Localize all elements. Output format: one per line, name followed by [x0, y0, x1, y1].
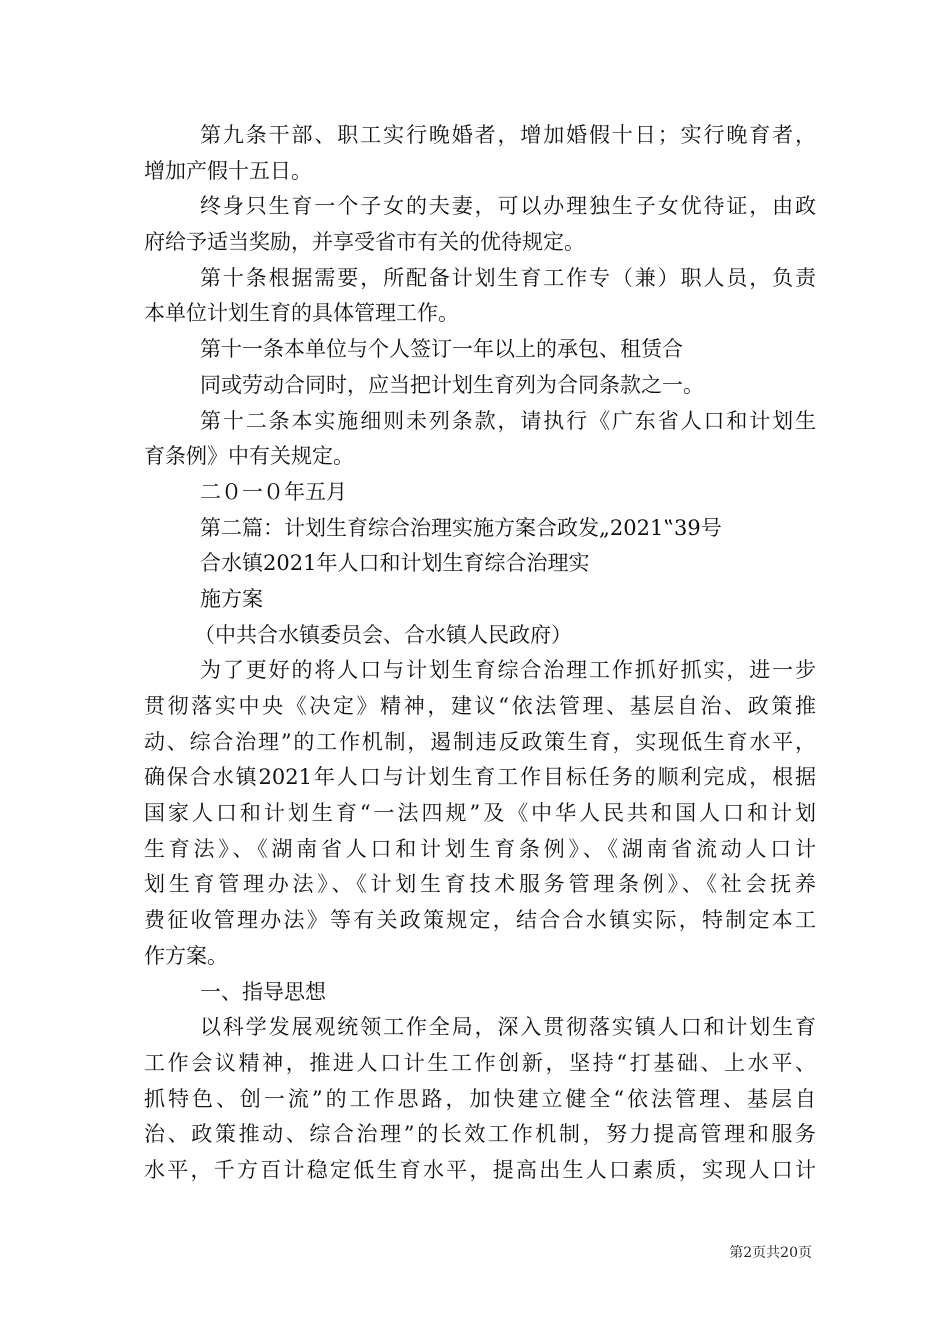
- text-line: 以科学发展观统领工作全局，深入贯彻落实镇人口和计划生育: [200, 1015, 816, 1040]
- text-line: 第十二条本实施细则未列条款，请执行《广东省人口和计划生: [200, 408, 816, 433]
- text-line: 合水镇2021年人口和计划生育综合治理实: [200, 551, 590, 576]
- document-body: [144, 118, 816, 1189]
- text-line: 贯彻落实中央《决定》精神，建议“依法管理、基层自治、政策推: [144, 694, 816, 718]
- text-line: 府给予适当奖励，并享受省市有关的优待规定。: [144, 230, 585, 255]
- text-line: 费征收管理办法》等有关政策规定，结合合水镇实际，特制定本工: [144, 908, 816, 933]
- text-line: 增加产假十五日。: [144, 158, 312, 183]
- text-line: 划生育管理办法》、《计划生育技术服务管理条例》、《社会抚养: [144, 872, 816, 897]
- text-line: 为了更好的将人口与计划生育综合治理工作抓好抓实，进一步: [200, 658, 816, 683]
- text-line: （中共合水镇委员会、合水镇人民政府）: [194, 622, 572, 647]
- text-line: 作方案。: [144, 943, 228, 968]
- text-line: 本单位计划生育的具体管理工作。: [144, 301, 459, 326]
- text-line: 工作会议精神，推进人口计生工作创新，坚持“打基础、上水平、: [144, 1050, 816, 1075]
- text-line: 治、政策推动、综合治理”的长效工作机制，努力提高管理和服务: [144, 1122, 816, 1147]
- text-line: 生育法》、《湖南省人口和计划生育条例》、《湖南省流动人口计: [144, 836, 816, 861]
- text-line: 确保合水镇2021年人口与计划生育工作目标任务的顺利完成，根据: [144, 765, 816, 790]
- text-line: 第九条干部、职工实行晚婚者，增加婚假十日；实行晚育者，: [200, 123, 816, 147]
- text-line: 国家人口和计划生育“一法四规”及《中华人民共和国人口和计划: [144, 801, 816, 826]
- text-line: 终身只生育一个子女的夫妻，可以办理独生子女优待证，由政: [200, 194, 816, 219]
- text-line: 施方案: [200, 586, 263, 611]
- page-number: 第2页共20页: [729, 1245, 812, 1261]
- text-line: 第十条根据需要，所配备计划生育工作专（兼）职人员，负责: [200, 265, 816, 290]
- text-line: 育条例》中有关规定。: [144, 444, 354, 469]
- section-heading: 一、指导思想: [200, 979, 326, 1004]
- text-line: 抓特色、创一流”的工作思路，加快建立健全“依法管理、基层自: [144, 1086, 816, 1111]
- text-line: 第二篇：计划生育综合治理实施方案合政发„2021‟39号: [200, 515, 722, 540]
- text-line: 水平，千方百计稳定低生育水平，提高出生人口素质，实现人口计: [144, 1157, 816, 1182]
- text-line: 同或劳动合同时，应当把计划生育列为合同条款之一。: [200, 372, 704, 397]
- text-line: 二０一０年五月: [200, 479, 347, 504]
- text-line: 第十一条本单位与个人签订一年以上的承包、租赁合: [200, 337, 683, 362]
- text-line: 动、综合治理”的工作机制，遏制违反政策生育，实现低生育水平，: [144, 729, 816, 754]
